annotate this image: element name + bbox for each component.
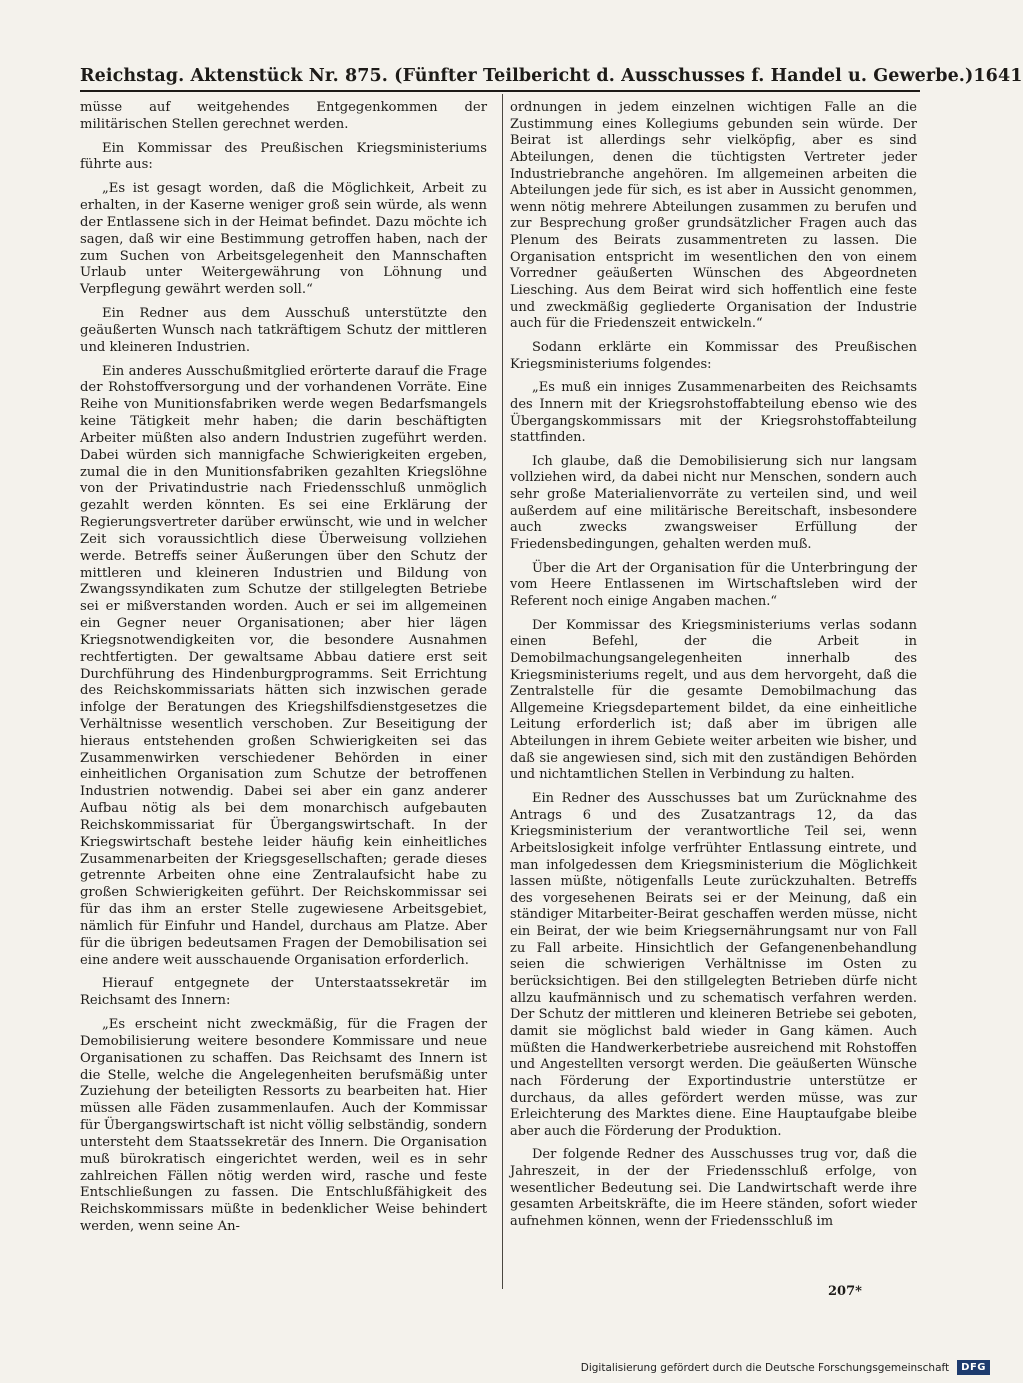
paragraph: „Es erscheint nicht zweckmäßig, für die Fragen der Demobilisierung weitere besondere Kommissare und neue Organisationen zu schaffen. Das Reichsamt des Innern ist die Stelle, welche die Angelegenheiten berufsmäßig unter Zuziehung der beteiligten Ressorts zu bearbeiten hat. Hier müssen alle Fäden zusammenlaufen. Auch der Kommissar für Übergangswirtschaft ist nicht völlig selbständig, sondern untersteht dem Staatssekretär des Innern. Die Organisation muß bürokratisch eingerichtet werden, weil es in sehr zahlreichen Fällen nötig werden wird, rasche und feste Entschließungen zu fassen. Die Entschlußfähigkeit des Reichskommissars müßte in bedenklicher Weise behindert werden, wenn seine An- (80, 1017, 487, 1234)
column-divider (502, 94, 503, 1289)
paragraph: „Es muß ein inniges Zusammenarbeiten des Reichsamts des Innern mit der Kriegsrohstoffabteilung ebenso wie des Übergangskommissars mit der Kriegsrohstoffabteilung stattfinden. (510, 380, 917, 446)
paragraph: müsse auf weitgehendes Entgegenkommen der militärischen Stellen gerechnet werden. (80, 100, 487, 132)
digitization-credit (581, 1360, 990, 1375)
paragraph: ordnungen in jedem einzelnen wichtigen Falle an die Zustimmung eines Kollegiums gebunden sein würde. Der Beirat ist allerdings sehr vielköpfig, aber es sind Abteilungen, denen die tüchtigsten Vertreter jeder Industriebranche angehören. Im allgemeinen arbeiten die Abteilungen jede für sich, es ist aber in Aussicht genommen, wenn nötig mehrere Abteilungen zusammen zu berufen und zur Besprechung großer grundsätzlicher Fragen auch das Plenum des Beirats zusammentreten zu lassen. Die Organisation entspricht im wesentlichen den von einem Vorredner geäußerten Wünschen des Abgeordneten Liesching. Aus dem Beirat wird sich hoffentlich eine feste und zweckmäßig gegliederte Organisation der Industrie auch für die Friedenszeit entwickeln.“ (510, 100, 917, 332)
header-title: Reichstag. Aktenstück Nr. 875. (Fünfter Teilbericht d. Ausschusses f. Handel u. Gewerbe.) (80, 66, 974, 86)
paragraph: Ein Redner des Ausschusses bat um Zurücknahme des Antrags 6 und des Zusatzantrags 12, da das Kriegsministerium der verantwortliche Teil sei, wenn Arbeitslosigkeit infolge verfrühter Entlassung eintrete, und man infolgedessen dem Kriegsministerium die Möglichkeit lassen müßte, nötigenfalls Leute zurückzuhalten. Betreffs des vorgesehenen Beirats sei er der Meinung, daß ein ständiger Mitarbeiter-Beirat geschaffen werden müsse, nicht ein Beirat, der wie beim Kriegsernährungsamt nur von Fall zu Fall arbeite. Hinsichtlich der Gefangenenbehandlung seien die schwierigen Verhältnisse im Osten zu berücksichtigen. Bei den stillgelegten Betrieben dürfe nicht allzu kaufmännisch und zu schematisch verfahren werden. Der Schutz der mittleren und kleineren Betriebe sei geboten, damit sie möglichst bald wieder in Gang kämen. Auch müßten die Handwerkerbetriebe ausreichend mit Rohstoffen und Angestellten versorgt werden. Die geäußerten Wünsche nach Förderung der Exportindustrie unterstütze er durchaus, da alles gefördert werden müsse, was zur Erleichterung des Marktes diene. Eine Hauptaufgabe bleibe aber auch die Förderung der Produktion. (510, 790, 917, 1139)
paragraph: Sodann erklärte ein Kommissar des Preußischen Kriegsministeriums folgendes: (510, 339, 917, 372)
paragraph: Über die Art der Organisation für die Unterbringung der vom Heere Entlassenen im Wirtschaftsleben wird der Referent noch einige Angaben machen.“ (510, 560, 917, 609)
page-number: 1641 (973, 66, 1023, 86)
paragraph: Ich glaube, daß die Demobilisierung sich nur langsam vollziehen wird, da dabei nicht nur Menschen, sondern auch sehr große Materialienvorräte zu verteilen sind, und weil außerdem auf eine militärische Bereitschaft, insbesondere auch zwecks zwangsweiser Erfüllung der Friedensbedingungen, gehalten werden muß. (510, 453, 917, 553)
running-header (80, 52, 1023, 86)
paragraph: Der Kommissar des Kriegsministeriums verlas sodann einen Befehl, der die Arbeit in Demobilmachungsangelegenheiten innerhalb des Kriegsministeriums regelt, und aus dem hervorgeht, daß die Zentralstelle für die gesamte Demobilmachung das Allgemeine Kriegsdepartement bildet, da eine einheitliche Leitung erforderlich ist; daß aber im übrigen alle Abteilungen in ihrem Gebiete weiter arbeiten wie bisher, und daß sie angewiesen sind, sich mit den zuständigen Behörden und nichtamtlichen Stellen in Verbindung zu halten. (510, 617, 917, 783)
paragraph: Ein Kommissar des Preußischen Kriegsministeriums führte aus: (80, 140, 487, 173)
header-rule (80, 90, 920, 92)
paragraph: Ein Redner aus dem Ausschuß unterstützte den geäußerten Wunsch nach tatkräftigem Schutz der mittleren und kleineren Industrien. (80, 306, 487, 355)
paragraph: „Es ist gesagt worden, daß die Möglichkeit, Arbeit zu erhalten, in der Kaserne weniger groß sein würde, als wenn der Entlassene sich in der Heimat befindet. Dazu möchte ich sagen, daß wir eine Bestimmung getroffen haben, nach der zum Suchen von Arbeitsgelegenheit den Mannschaften Urlaub unter Weitergewährung von Löhnung und Verpflegung gewährt werden soll.“ (80, 181, 487, 298)
paragraph: Hierauf entgegnete der Unterstaatssekretär im Reichsamt des Innern: (80, 976, 487, 1009)
paragraph: Ein anderes Ausschußmitglied erörterte darauf die Frage der Rohstoffversorgung und der vorhandenen Vorräte. Eine Reihe von Munitionsfabriken werde wegen Bedarfsmangels keine Tätigkeit mehr haben; die darin beschäftigten Arbeiter müßten also andern Industrien zugeführt werden. Dabei würden sich mannigfache Schwierigkeiten ergeben, zumal die in den Munitionsfabriken gezahlten Kriegslöhne von der Privatindustrie nach Friedensschluß unmöglich gezahlt werden könnten. Es sei eine Erklärung der Regierungsvertreter darüber erwünscht, wie und in welcher Zeit sich voraussichtlich diese Überweisung vollziehen werde. Betreffs seiner Äußerungen über den Schutz der mittleren und kleineren Industrien und Bildung von Zwangssyndikaten zum Schutze der stillgelegten Betriebe sei er mißverstanden worden. Auch er sei im allgemeinen ein Gegner neuer Organisationen; aber hier lägen Kriegsnotwendigkeiten vor, die besondere Ausnahmen rechtfertigten. Der gewaltsame Abbau datiere erst seit Durchführung des Hindenburgprogramms. Seit Errichtung des Reichskommissariats hätten sich inzwischen gerade infolge der Beratungen des Kriegshilfsdienstgesetzes die Verhältnisse wesentlich verschoben. Zur Beseitigung der hieraus entstehenden großen Schwierigkeiten sei das Zusammenwirken verschiedener Behörden in einer einheitlichen Organisation zum Schutze der betroffenen Industrien notwendig. Dabei sei aber ein ganz anderer Aufbau nötig als bei dem monarchisch aufgebauten Reichskommissariat für Übergangswirtschaft. In der Kriegswirtschaft bestehe leider häufig kein einheitliches Zusammenarbeiten der Kriegsgesellschaften; gerade dieses getrennte Arbeiten ohne eine Zentralaufsicht habe zu großen Schwierigkeiten geführt. Der Reichskommissar sei für das ihm an erster Stelle zugewiesene Arbeitsgebiet, nämlich für Einfuhr und Handel, durchaus am Platze. Aber für die übrigen bedeutsamen Fragen der Demobilisation sei eine andere weit ausschauende Organisation erforderlich. (80, 363, 487, 968)
dfg-logo: DFG (957, 1360, 990, 1375)
signature-mark: 207* (828, 1284, 862, 1299)
credit-text: Digitalisierung gefördert durch die Deutsche Forschungsgemeinschaft (580, 1361, 950, 1374)
left-column (80, 100, 487, 1243)
paragraph: Der folgende Redner des Ausschusses trug vor, daß die Jahreszeit, in der der Friedensschluß erfolge, von wesentlicher Bedeutung sei. Die Landwirtschaft werde ihre gesamten Arbeitskräfte, die im Heere ständen, sofort wieder aufnehmen können, wenn der Friedensschluß im (510, 1147, 917, 1229)
right-column (510, 100, 917, 1238)
